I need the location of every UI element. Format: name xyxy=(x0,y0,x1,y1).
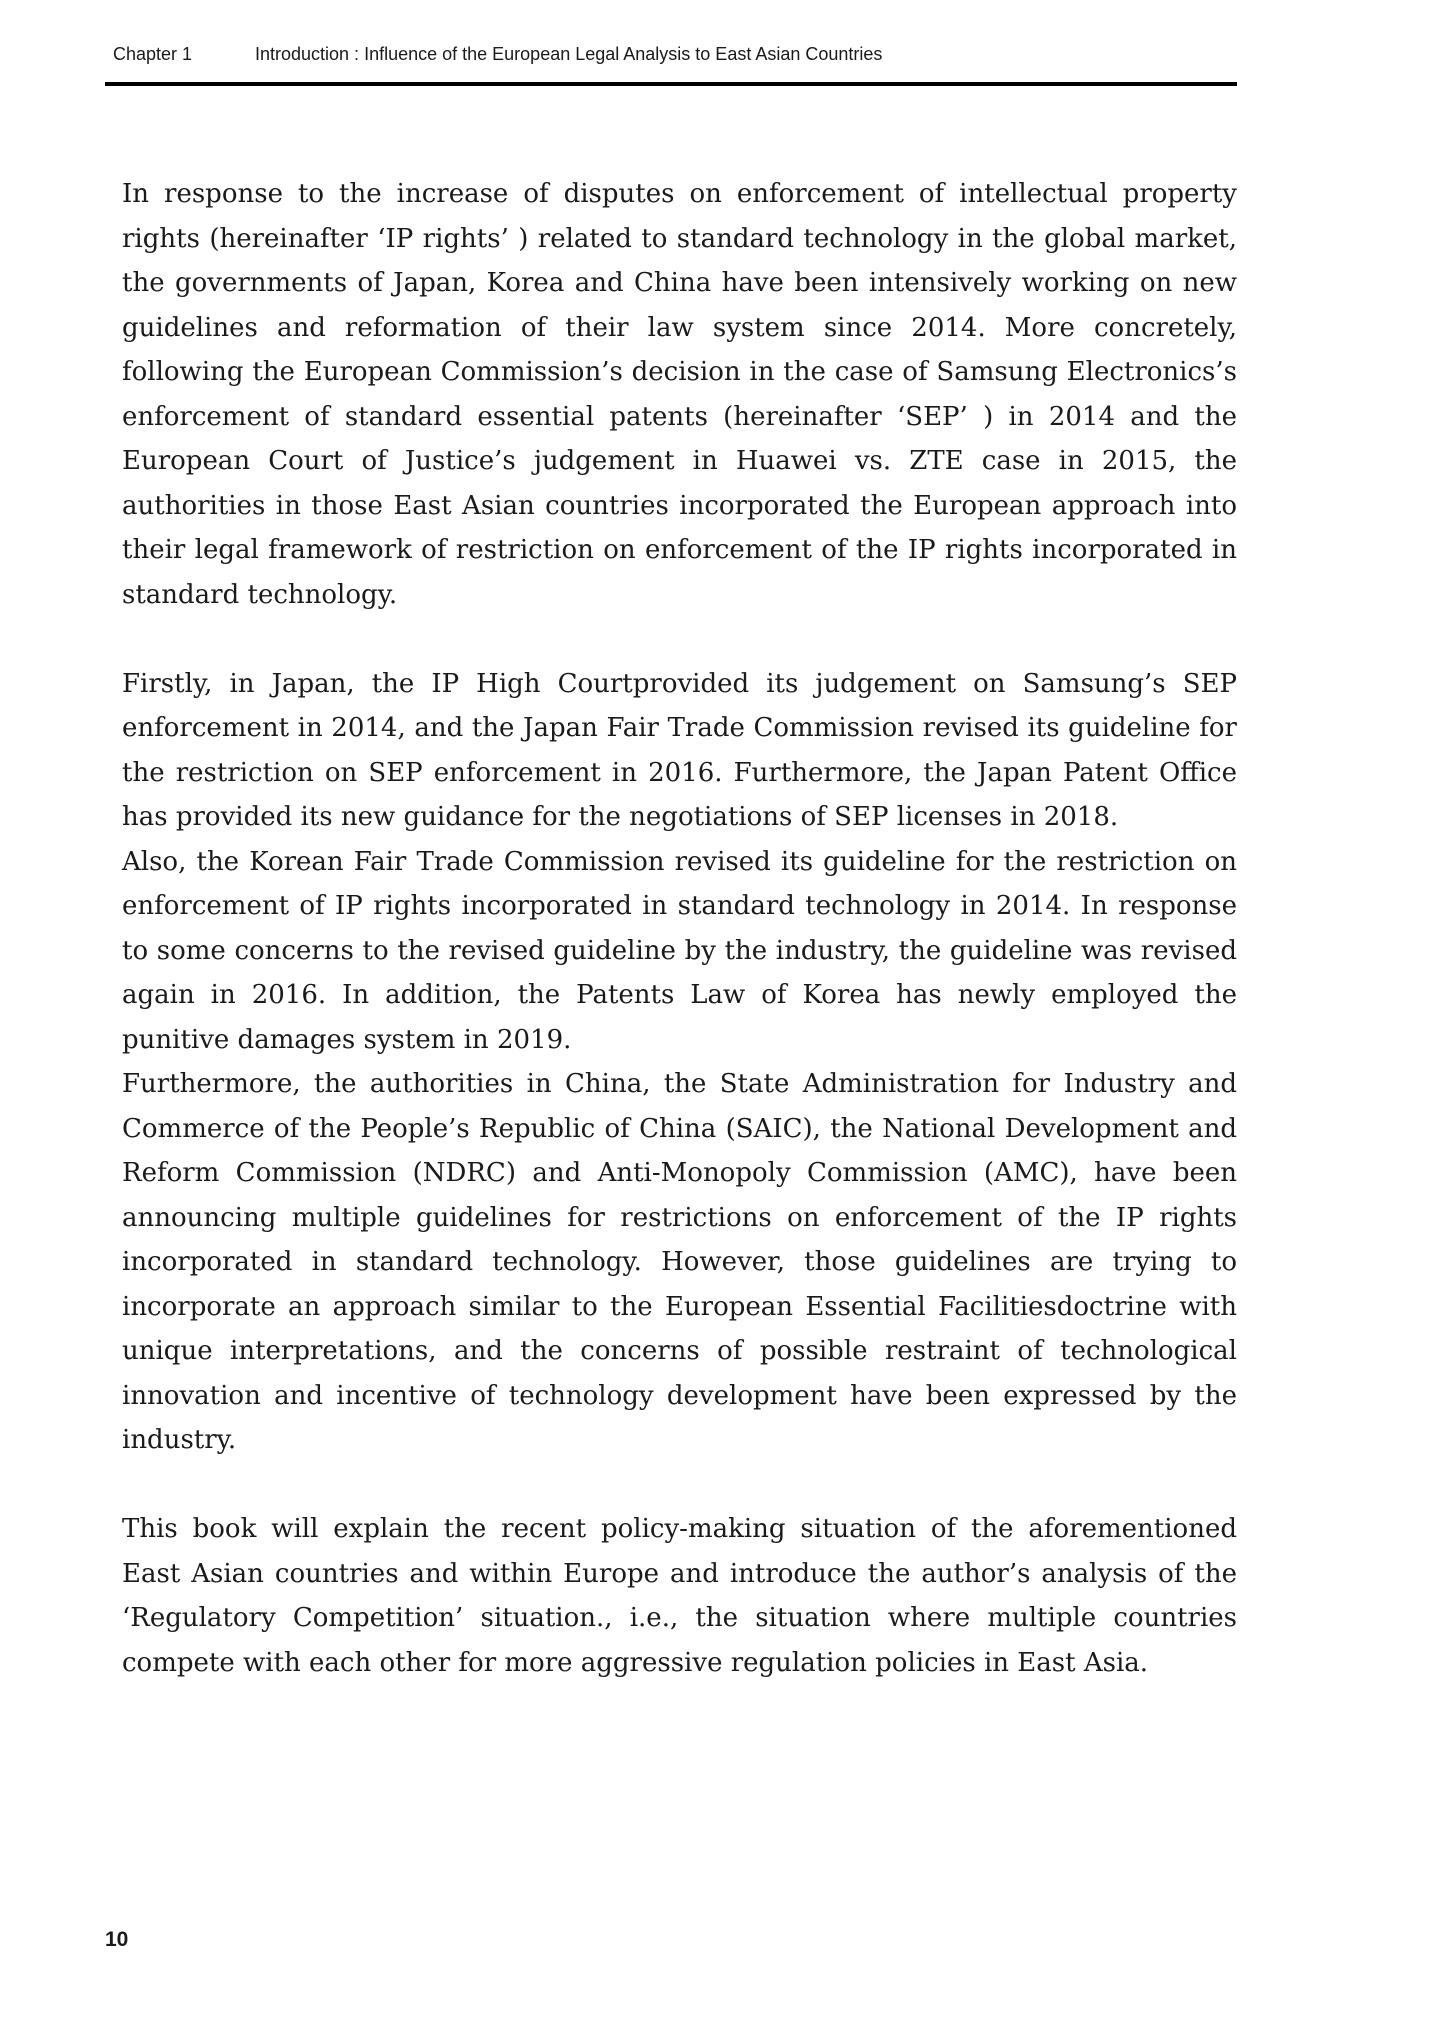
chapter-label: Chapter 1 xyxy=(113,44,193,64)
page-header xyxy=(113,44,882,65)
header-title: Introduction : Influence of the European Legal Analysis to East Asian Countries xyxy=(255,44,883,64)
paragraph-japan: Firstly, in Japan, the IP High Courtprovided its judgement on Samsung’s SEP enforcement in 2014, and the Japan Fair Trade Commission revised its guideline for the restriction on SEP enforcement in 2016. Furthermore, the Japan Patent Office has provided its new guidance for the negotiations of SEP licenses in 2018. xyxy=(122,668,1237,832)
paragraph-china: Furthermore, the authorities in China, the State Administration for Industry and Commerce of the People’s Republic of China (SAIC), the National Development and Reform Commission (NDRC) and Anti-Monopoly Commission (AMC), have been announcing multiple guidelines for restrictions on enforcement of the IP rights incorporated in standard technology. However, those guidelines are trying to incorporate an approach similar to the European Essential Facilitiesdoctrine with unique interpretations, and the concerns of possible restraint of technological innovation and incentive of technology development have been expressed by the industry. xyxy=(122,1069,1237,1455)
paragraph-conclusion: This book will explain the recent policy-making situation of the aforementioned East Asian countries and within Europe and introduce the author’s analysis of the ‘Regulatory Competition’ situation., i.e., the situation where multiple countries compete with each other for more aggressive regulation policies in East Asia. xyxy=(122,1514,1237,1678)
paragraph-korea: Also, the Korean Fair Trade Commission revised its guideline for the restriction on enforcement of IP rights incorporated in standard technology in 2014. In response to some concerns to the revised guideline by the industry, the guideline was revised again in 2016. In addition, the Patents Law of Korea has newly employed the punitive damages system in 2019. xyxy=(122,846,1237,1055)
body-text xyxy=(122,172,1237,1685)
paragraph-intro: In response to the increase of disputes on enforcement of intellectual property rights (hereinafter ‘IP rights’ ) related to standard technology in the global market, the governments of Japan, Korea and China have been intensively working on new guidelines and reformation of their law system since 2014. More concretely, following the European Commission’s decision in the case of Samsung Electronics’s enforcement of standard essential patents (hereinafter ‘SEP’ ) in 2014 and the European Court of Justice’s judgement in Huawei vs. ZTE case in 2015, the authorities in those East Asian countries incorporated the European approach into their legal framework of restriction on enforcement of the IP rights incorporated in standard technology. xyxy=(122,179,1237,610)
page-number: 10 xyxy=(105,1928,129,1951)
header-rule-divider xyxy=(105,82,1237,86)
